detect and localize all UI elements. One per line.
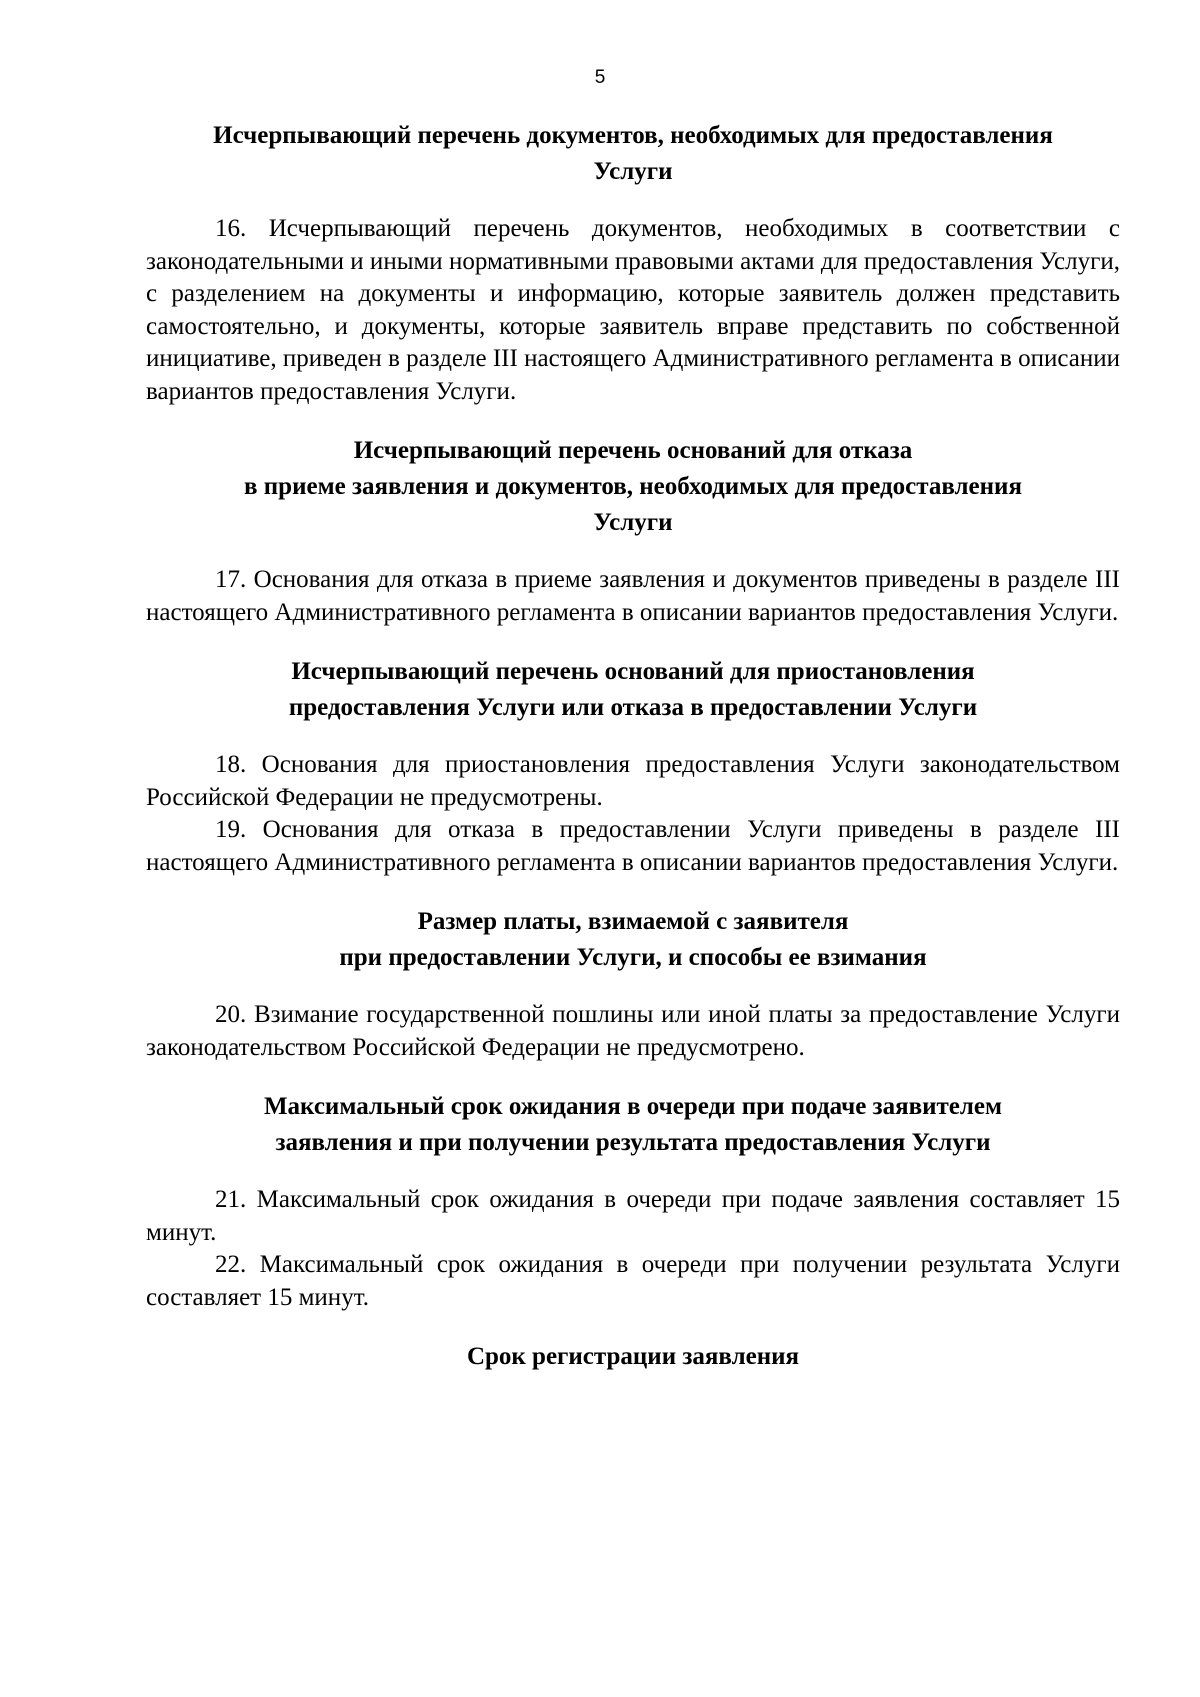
paragraph-18: 18. Основания для приостановления предоставления Услуги законодательством Российской Федерации не предусмотрены. xyxy=(146,751,1120,811)
heading-line: при предоставлении Услуги, и способы ее взимания xyxy=(339,944,927,971)
paragraph-16: 16. Исчерпывающий перечень документов, необходимых в соответствии с законодательными и иными нормативными правовыми актами для предоставления Услуги, с разделением на документы и информацию, которые заявитель должен представить самостоятельно, и документы, которые заявитель вправе представить по собственной инициативе, приведен в разделе III настоящего Административного регламента в описании вариантов предоставления Услуги. xyxy=(146,215,1120,405)
heading-line: заявления и при получении результата предоставления Услуги xyxy=(275,1129,991,1156)
paragraph-19: 19. Основания для отказа в предоставлении Услуги приведены в разделе III настоящего Административного регламента в описании вариантов предоставления Услуги. xyxy=(146,816,1120,876)
heading-line: Услуги xyxy=(593,158,673,185)
section-heading xyxy=(146,118,1120,190)
heading-line: Исчерпывающий перечень оснований для приостановления xyxy=(291,658,975,685)
paragraph-21: 21. Максимальный срок ожидания в очереди при подаче заявления составляет 15 минут. xyxy=(146,1186,1120,1246)
paragraph-17: 17. Основания для отказа в приеме заявления и документов приведены в разделе III настоящего Административного регламента в описании вариантов предоставления Услуги. xyxy=(146,566,1120,626)
section-heading xyxy=(146,1089,1120,1161)
heading-line: в приеме заявления и документов, необходимых для предоставления xyxy=(244,473,1022,500)
paragraph-20: 20. Взимание государственной пошлины или иной платы за предоставление Услуги законодательством Российской Федерации не предусмотрено. xyxy=(146,1001,1120,1061)
section-heading xyxy=(146,904,1120,976)
heading-line: Исчерпывающий перечень документов, необходимых для предоставления xyxy=(213,122,1053,149)
heading-line: предоставления Услуги или отказа в предоставлении Услуги xyxy=(288,694,978,721)
section-heading xyxy=(146,654,1120,726)
document-body xyxy=(146,118,1120,1375)
heading-line: Максимальный срок ожидания в очереди при подаче заявителем xyxy=(263,1093,1003,1120)
heading-line: Услуги xyxy=(593,509,673,536)
paragraph-22: 22. Максимальный срок ожидания в очереди при получении результата Услуги составляет 15 минут. xyxy=(146,1251,1120,1311)
section-heading xyxy=(146,1339,1120,1375)
heading-line: Размер платы, взимаемой с заявителя xyxy=(417,908,849,935)
heading-line: Срок регистрации заявления xyxy=(466,1343,800,1370)
section-heading xyxy=(146,433,1120,541)
heading-line: Исчерпывающий перечень оснований для отказа xyxy=(353,437,913,464)
page-number: 5 xyxy=(594,67,606,88)
